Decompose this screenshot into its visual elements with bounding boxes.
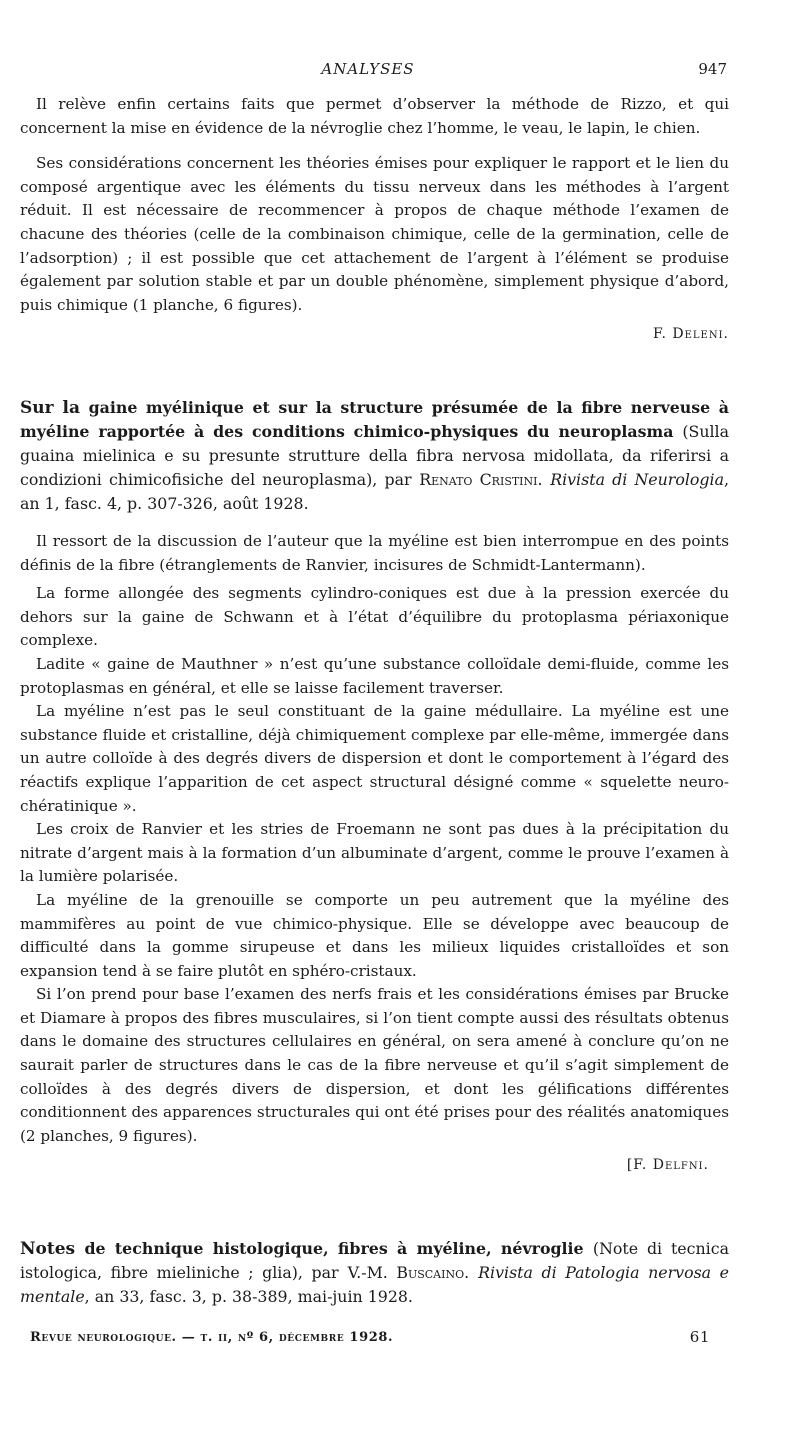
article-author: Renato Cristini <box>419 470 538 489</box>
paragraph: Si l’on prend pour base l’examen des nerfs frais et les considérations émises par Brucke et Diamare à propos des fibres musculaires, si l’on tient compte aussi des résultats obtenus dans le domaine des structures cellulaires en général, on sera amené à conclure qu’on ne saurait parler de structures dans le cas de la fibre nerveuse et qu’il s’agit simplement de colloïdes à des degrés divers de dispersion, et dont les gélifications différentes conditionnent des apparences structurales qui ont été prises pour des réalités anatomiques (2 planches, 9 figures). <box>20 985 729 1145</box>
title-main: gaine myélinique et sur la structure présumée de la fibre nerveuse à myéline rapportée à des conditions chimico-physiques du neuroplasma <box>20 398 729 441</box>
journal-name: Rivista di Patologia nervosa e mentale <box>20 1263 729 1306</box>
page-footer <box>30 1326 730 1350</box>
footer-journal-line: Revue neurologique. — t. ii, nº 6, décembre 1928. <box>30 1330 394 1345</box>
reviewer-signature <box>20 323 729 347</box>
review-body <box>20 530 729 1148</box>
paragraph: La forme allongée des segments cylindro-coniques est due à la pression exercée du dehors sur la gaine de Schwann et à l’état d’équilibre du protoplasma périaxonique complexe. <box>20 584 729 650</box>
title-main: de technique histologique, fibres à myéline, névroglie <box>84 1239 584 1258</box>
paragraph: Il ressort de la discussion de l’auteur que la myéline est bien interrompue en des points définis de la fibre (étranglements de Ranvier, incisures de Schmidt-Lantermann). <box>20 532 729 574</box>
paragraph: La myéline n’est pas le seul constituant de la gaine médullaire. La myéline est une substance fluide et cristalline, déjà chimiquement complexe par elle-même, immergée dans un autre colloïde à des degrés divers de dispersion et dont le comportement à l’égard des réactifs explique l’apparition de cet aspect structural désigné comme « squelette neuro-chératinique ». <box>20 702 729 815</box>
title-lead: Notes <box>20 1239 76 1259</box>
article-title: Notes de technique histologique, fibres à myéline, névroglie (Note di tecnica istologica, fibre mieliniche ; glia), par V.-M. Buscaino. Rivista di Patologia nervosa e mentale, an 33, fasc. 3, p. 38-389, mai-juin 1928. <box>20 1239 729 1306</box>
paragraph: Les croix de Ranvier et les stries de Froemann ne sont pas dues à la précipitation du nitrate d’argent mais à la formation d’un albuminate d’argent, comme le prouve l’examen à la lumière polarisée. <box>20 820 729 886</box>
paragraph: Ses considérations concernent les théories émises pour expliquer le rapport et le lien du composé argentique avec les éléments du tissu nerveux dans les méthodes à l’argent réduit. Il est nécessaire de recommencer à propos de chaque méthode l’examen de chacune des théories (celle de la combinaison chimique, celle de la germination, celle de l’adsorption) ; il est possible que cet attachement de l’argent à l’élément se produise également par solution stable et par un double phénomène, simplement physique d’abord, puis chimique (1 planche, 6 figures). <box>20 154 729 314</box>
original-title: (Note di tecnica istologica, fibre mieliniche ; glia), par <box>20 1239 729 1282</box>
article-title: Sur la gaine myélinique et sur la structure présumée de la fibre nerveuse à myéline rapportée à des conditions chimico-physiques du neuroplasma (Sulla guaina mielinica e su presunte strutture della fibra nervosa midollata, da riferirsi a condizioni chimicofisiche del neuroplasma), par Renato Cristini. Rivista di Neurologia, an 1, fasc. 4, p. 307-326, août 1928. <box>20 398 730 513</box>
review-3 <box>20 1237 729 1309</box>
paragraph: La myéline de la grenouille se comporte un peu autrement que la myéline des mammifères au point de vue chimico-physique. Elle se développe avec beaucoup de difficulté dans la gomme sirupeuse et dans les milieux liquides cristalloïdes et son expansion tend à se faire plutôt en sphéro-cristaux. <box>20 890 729 980</box>
running-title: ANALYSES <box>321 60 415 78</box>
original-title: (Sulla guaina mielinica e su presunte strutture della fibra nervosa midollata, da riferirsi a condizioni chimicofisiche del neuroplasma), par <box>20 422 730 489</box>
title-lead: Sur la <box>20 398 81 418</box>
paragraph: Il relève enfin certains faits que permet d’observer la méthode de Rizzo, et qui concernent la mise en évidence de la névroglie chez l’homme, le veau, le lapin, le chien. <box>20 95 729 137</box>
review-1 <box>20 93 729 347</box>
article-author: V.-M. Buscaino <box>347 1263 465 1282</box>
citation-details: , an 1, fasc. 4, p. 307-326, août 1928. <box>20 470 730 513</box>
review-2 <box>20 396 729 1178</box>
running-header <box>0 58 800 82</box>
footer-folio: 61 <box>689 1328 710 1346</box>
reviewer-name: [F. Delfni. <box>626 1157 709 1174</box>
page-number: 947 <box>698 60 727 78</box>
paragraph: Ladite « gaine de Mauthner » n’est qu’une substance colloïdale demi-fluide, comme les protoplasmas en général, et elle se laisse facilement traverser. <box>20 654 729 697</box>
citation-details: , an 33, fasc. 3, p. 38-389, mai-juin 1928. <box>84 1287 413 1306</box>
journal-name: Rivista di Neurologia <box>550 470 724 489</box>
reviewer-name: F. Deleni. <box>652 326 729 343</box>
reviewer-signature <box>20 1154 729 1178</box>
